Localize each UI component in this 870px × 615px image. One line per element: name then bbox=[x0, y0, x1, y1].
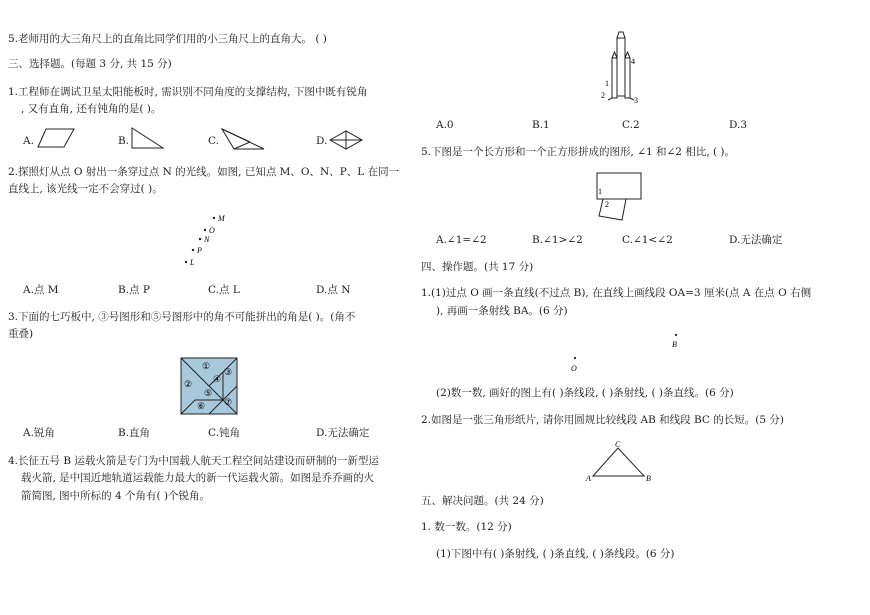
q1-option-d: D. bbox=[316, 135, 328, 147]
rocket-angle-4-label: 4 bbox=[631, 57, 635, 66]
q2-option-b: B.点 P bbox=[118, 284, 150, 296]
q3-line1: 3.下面的七巧板中, ③号图形和⑤号图形中的角不可能拼出的角是( )。(角不 bbox=[8, 311, 356, 323]
q3-tangram-figure bbox=[180, 357, 238, 415]
q1-line1: 1.工程师在调试卫星太阳能板时, 需识别不同角度的支撑结构, 下图中既有锐角 bbox=[8, 86, 368, 98]
judge-q5: 5.老师用的大三角尺上的直角比同学们用的小三角尺上的直角大。 ( ) bbox=[8, 33, 327, 45]
q1-option-a: A. bbox=[23, 135, 34, 147]
q1-rhombus-figure bbox=[328, 129, 364, 151]
q3-option-a: A.锐角 bbox=[23, 427, 55, 439]
q1-option-b: B. bbox=[118, 135, 130, 147]
q4-option-a: A.0 bbox=[436, 119, 454, 131]
op1-line2: ), 再画一条射线 BA。(6 分) bbox=[436, 305, 568, 317]
tangram-num-7: ⑦ bbox=[224, 397, 233, 407]
q2-points-figure bbox=[180, 208, 240, 270]
q2-line1: 2.探照灯从点 O 射出一条穿过点 N 的光线。如图, 已知点 M、O、N、P、L 在同一 bbox=[8, 166, 400, 178]
q4-line3: 箭简图, 图中所标的 4 个角有( )个锐角。 bbox=[21, 490, 211, 502]
q3-line2: 重叠) bbox=[8, 328, 34, 340]
q3-option-c: C.钝角 bbox=[208, 427, 240, 439]
op1-count-line: (2)数一数, 画好的图上有( )条线段, ( )条射线, ( )条直线。(6 分) bbox=[436, 387, 734, 399]
q1-split-triangle-figure bbox=[220, 127, 266, 151]
rocket-angle-3-label: 3 bbox=[634, 96, 638, 105]
point-p-label: P bbox=[197, 246, 202, 255]
point-o-label-op: O bbox=[571, 364, 577, 373]
point-o-label: O bbox=[209, 226, 215, 235]
op2-triangle-figure bbox=[584, 438, 658, 484]
q1-line2: , 又有直角, 还有钝角的是( )。 bbox=[21, 103, 162, 115]
q2-line2: 直线上, 该光线一定不会穿过( )。 bbox=[8, 183, 163, 195]
op1-line1: 1.(1)过点 O 画一条直线(不过点 B), 在直线上画线段 OA=3 厘米(点 A 在点 O 右侧 bbox=[421, 287, 812, 299]
q2-option-d: D.点 N bbox=[316, 284, 351, 296]
q4-rocket-figure bbox=[598, 28, 648, 106]
q1-parallelogram-figure bbox=[36, 127, 76, 149]
point-b-label: B bbox=[672, 340, 677, 349]
tangram-num-3: ③ bbox=[224, 367, 233, 377]
q1-right-triangle-figure bbox=[129, 126, 165, 150]
q4-line2: 载火箭, 是中国近地轨道运载能力最大的新一代运载火箭。如图是乔乔画的火 bbox=[21, 472, 375, 484]
section-3-title: 三、选择题。(每题 3 分, 共 15 分) bbox=[8, 58, 172, 70]
rocket-angle-2-label: 2 bbox=[601, 91, 605, 100]
section-5-title: 五、解决问题。(共 24 分) bbox=[421, 495, 544, 507]
q5-rectangle-square-figure bbox=[594, 170, 644, 222]
point-m-label: M bbox=[218, 214, 225, 223]
section-4-title: 四、操作题。(共 17 分) bbox=[421, 261, 534, 273]
op2-line1: 2.如图是一张三角形纸片, 请你用圆规比较线段 AB 和线段 BC 的长短。(5 分) bbox=[421, 414, 784, 426]
q2-option-a: A.点 M bbox=[23, 284, 59, 296]
q4-line1: 4.长征五号 B 运载火箭是专门为中国载人航天工程空间站建设而研制的一新型运 bbox=[8, 455, 379, 467]
op1-points-figure bbox=[566, 330, 686, 374]
tangram-num-1: ① bbox=[202, 361, 211, 371]
point-n-label: N bbox=[204, 235, 210, 244]
vertex-a-label: A bbox=[586, 474, 591, 483]
q5-option-d: D.无法确定 bbox=[729, 234, 783, 246]
q3-option-d: D.无法确定 bbox=[316, 427, 370, 439]
vertex-b-label: B bbox=[646, 474, 651, 483]
sol1-part1: (1)下图中有( )条射线, ( )条直线, ( )条线段。(6 分) bbox=[436, 548, 675, 560]
q5-option-a: A.∠1=∠2 bbox=[436, 234, 487, 246]
choice-q5-text: 5.下图是一个长方形和一个正方形拼成的图形, ∠1 和∠2 相比, ( )。 bbox=[421, 146, 736, 158]
q4-option-c: C.2 bbox=[622, 119, 640, 131]
q2-option-c: C.点 L bbox=[208, 284, 240, 296]
q5-option-b: B.∠1>∠2 bbox=[532, 234, 583, 246]
tangram-num-5: ⑤ bbox=[204, 388, 213, 398]
q3-option-b: B.直角 bbox=[118, 427, 151, 439]
rocket-angle-1-label: 1 bbox=[605, 79, 609, 88]
point-l-label: L bbox=[190, 258, 195, 267]
q1-option-c: C. bbox=[208, 135, 219, 147]
angle-2-label: 2 bbox=[605, 200, 609, 209]
q5-option-c: C.∠1<∠2 bbox=[622, 234, 673, 246]
vertex-c-label: C bbox=[615, 440, 621, 449]
tangram-num-6: ⑥ bbox=[197, 401, 206, 411]
q4-option-b: B.1 bbox=[532, 119, 550, 131]
tangram-num-4: ④ bbox=[213, 374, 222, 384]
tangram-num-2: ② bbox=[184, 379, 193, 389]
q4-option-d: D.3 bbox=[729, 119, 748, 131]
sol1-title: 1. 数一数。(12 分) bbox=[421, 521, 512, 533]
angle-1-label: 1 bbox=[598, 187, 602, 196]
